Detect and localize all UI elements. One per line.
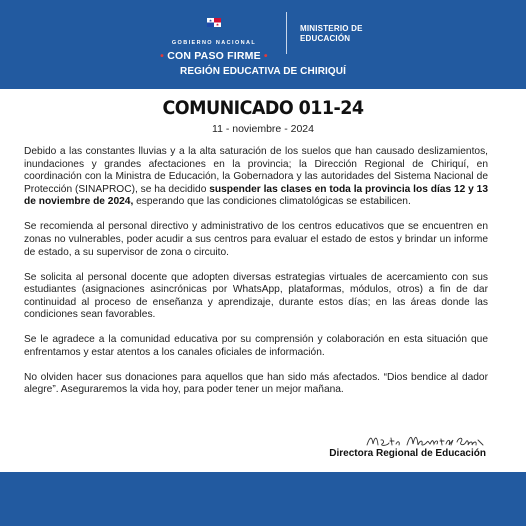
- paragraph-1-pre: Debido a las constantes lluvias y a la alta saturación de los suelos que han causado deslizamientos, inundaciones y grandes afectaciones en la provincia; la Dirección Regional de Chiriquí, en coordinación con la Ministra de Educación, la Gobernadora y las autoridades del Sistema Nacional de Protección (SINAPROC), se ha decidido: [24, 146, 488, 195]
- government-logo: [150, 13, 278, 62]
- paragraph-1: [24, 146, 488, 209]
- footer-banner: [0, 472, 526, 526]
- ministry-line1: MINISTERIO DE: [300, 24, 363, 33]
- paragraph-2: Se recomienda al personal directivo y administrativo de los centros educativos que se encuentren en zonas no vulnerables, poder acudir a sus centros para evaluar el estado de estos y brindar un informe de estado, a su supervisor de zona o circuito.: [24, 221, 488, 258]
- paragraph-5: No olviden hacer sus donaciones para aquellos que han sido más afectados. “Dios bendice al dador alegre”. Aseguraremos la vida hoy, para poder tener un mejor mañana.: [24, 371, 488, 396]
- handwritten-signature: [365, 430, 485, 450]
- document-body: [24, 146, 488, 409]
- paragraph-4: Se le agradece a la comunidad educativa por su comprensión y colaboración en esta situación que enfrentamos y estar atentos a los canales oficiales de información.: [24, 334, 488, 358]
- paragraph-1-bold: suspender las clases en toda la provincia los días 12 y 13 de noviembre de 2024,: [24, 183, 488, 208]
- panama-flag-icon: [207, 18, 221, 27]
- paragraph-3: Se solicita al personal docente que adopten diversas estrategias virtuales de acercamiento con sus estudiantes (asignaciones asincrónicas por WhatsApp, plataformas, módulos, otros) a fin de dar continuidad al proceso de enseñanza y aprendizaje, durante estos días; en las áreas donde las condiciones sean favorables.: [24, 271, 488, 321]
- region-title: REGIÓN EDUCATIVA DE CHIRIQUÍ: [180, 66, 346, 77]
- bullet-left-icon: •: [160, 50, 165, 62]
- ministry-line2: EDUCACIÓN: [300, 34, 351, 43]
- document-date: 11 - noviembre - 2024: [212, 123, 314, 135]
- document-title: COMUNICADO 011-24: [162, 97, 364, 119]
- gov-line1: GOBIERNO NACIONAL: [171, 40, 257, 46]
- ministry-logo-text: [300, 24, 410, 44]
- bullet-right-icon: •: [263, 50, 268, 62]
- gov-slogan: [150, 50, 278, 62]
- paragraph-1-post: esperando que las condiciones climatológicas se estabilicen.: [133, 196, 411, 208]
- signature-title: Directora Regional de Educación: [329, 448, 486, 459]
- header-divider: [286, 12, 287, 54]
- gov-slogan-text: CON PASO FIRME: [167, 50, 261, 62]
- header-banner: [0, 0, 526, 89]
